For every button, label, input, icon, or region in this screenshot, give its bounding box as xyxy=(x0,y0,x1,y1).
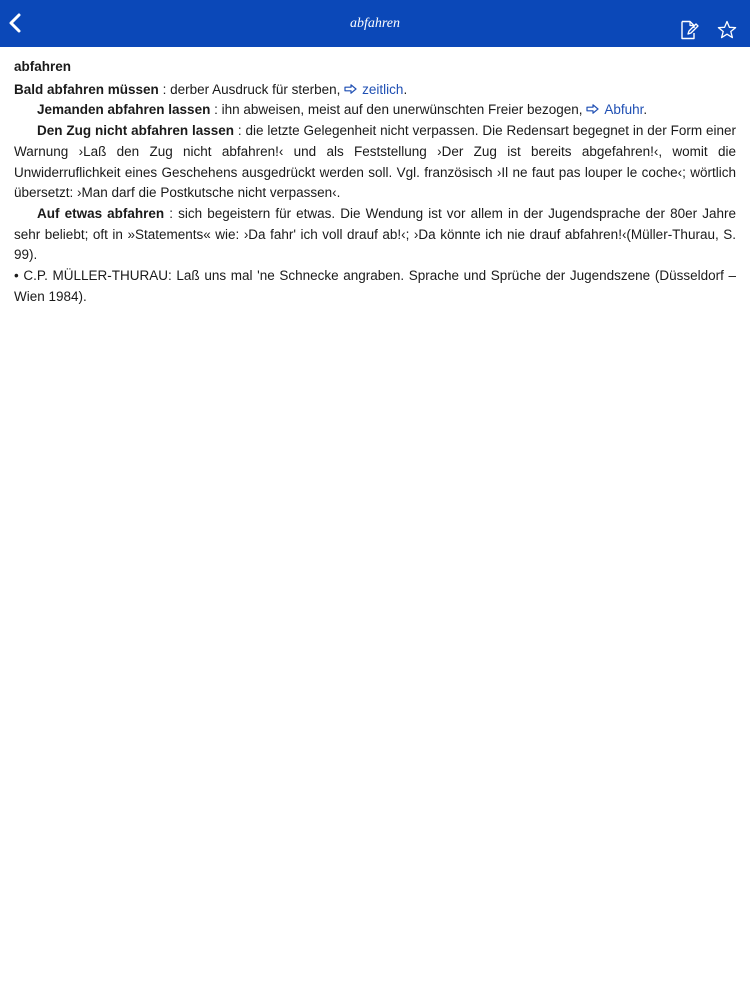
phrase-definition: : derber Ausdruck für sterben, xyxy=(162,81,341,97)
bibliography-reference: • C.P. MÜLLER-THURAU: Laß uns mal 'ne Schnecke angraben. Sprache und Sprüche der Jugendszene (Düsseldorf – Wien 1984). xyxy=(14,268,736,304)
phrase-term: Bald abfahren müssen xyxy=(14,81,159,97)
top-navigation-bar xyxy=(0,0,750,47)
cross-reference-label: zeitlich xyxy=(362,81,404,97)
arrow-right-icon xyxy=(344,84,357,94)
entry-paragraph xyxy=(14,100,736,121)
entry-paragraph xyxy=(14,121,736,204)
punctuation: . xyxy=(643,102,648,118)
punctuation: . xyxy=(403,81,408,97)
phrase-definition: : ihn abweisen, meist auf den unerwünschten Freier bezogen, xyxy=(214,102,583,118)
back-chevron-icon[interactable] xyxy=(6,11,26,35)
phrase-term: Jemanden abfahren lassen xyxy=(37,102,211,118)
cross-reference-label: Abfuhr xyxy=(604,102,644,118)
arrow-right-icon xyxy=(586,104,599,114)
entry-paragraph xyxy=(14,204,736,266)
entry-paragraph xyxy=(14,80,736,101)
cross-reference-link[interactable] xyxy=(344,82,403,97)
dictionary-entry xyxy=(14,57,736,307)
edit-note-icon[interactable] xyxy=(679,20,699,40)
entry-headword: abfahren xyxy=(14,59,72,74)
page-title: abfahren xyxy=(349,16,401,31)
phrase-term: Auf etwas abfahren xyxy=(37,205,165,221)
cross-reference-link[interactable] xyxy=(586,102,643,117)
phrase-definition: : sich begeistern für etwas. Die Wendung ist vor allem in der Jugendsprache der 80er Jahre sehr beliebt; oft in »Statements« wie: ›Da fahr' ich voll drauf ab!‹; ›Da könnte ich nie drauf abfahren!‹(Müller-Thurau, S. 99). xyxy=(14,205,736,263)
phrase-definition: : die letzte Gelegenheit nicht verpassen. Die Redensart begegnet in der Form einer Warnung ›Laß den Zug nicht abfahren!‹ und als Feststellung ›Der Zug ist bereits abgefahren!‹, womit die Unwiderruflichkeit eines Geschehens ausgedrückt werden soll. Vgl. französisch ›Il ne faut pas louper le coche‹; wörtlich übersetzt: ›Man darf die Postkutsche nicht verpassen‹. xyxy=(14,123,736,201)
phrase-term: Den Zug nicht abfahren lassen xyxy=(37,123,234,139)
bookmark-star-icon[interactable] xyxy=(717,20,737,40)
